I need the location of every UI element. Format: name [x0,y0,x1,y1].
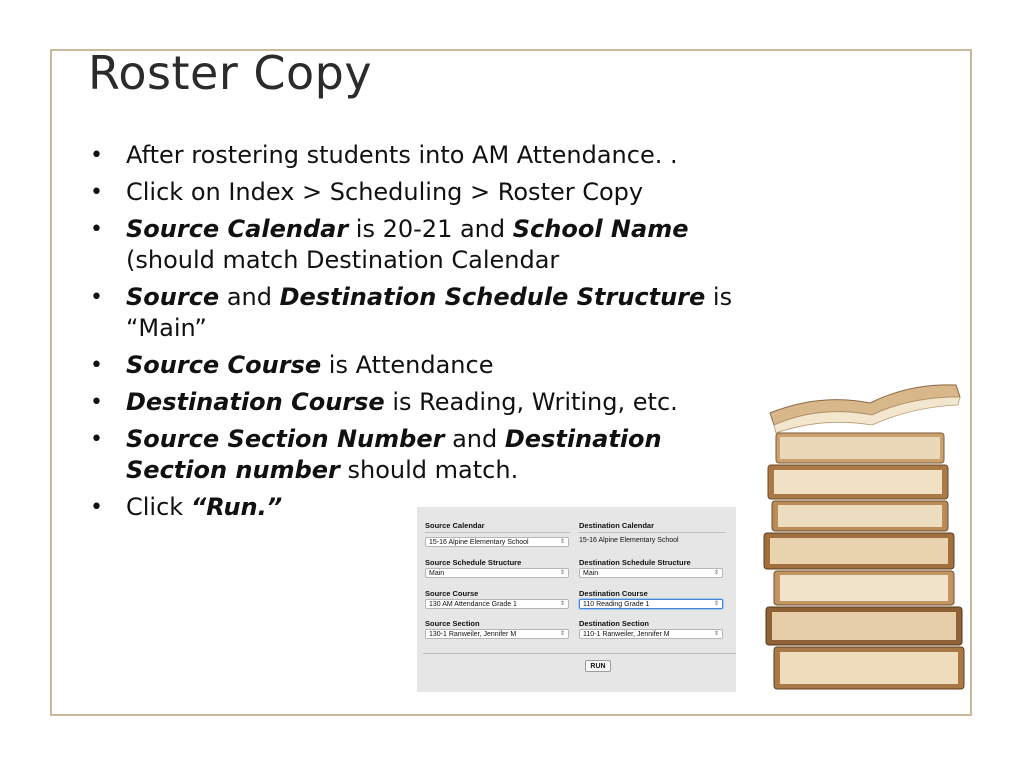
slide-title: Roster Copy [88,46,373,100]
source-calendar-label: Source Calendar [425,521,485,530]
destination-section-select[interactable] [579,629,723,639]
destination-course-label: Destination Course [579,589,648,598]
source-section-label: Source Section [425,619,480,628]
source-section-select[interactable] [425,629,569,639]
bullet-text: is “Main” [126,283,733,342]
bullet-item [90,214,750,276]
dropdown-arrow-icon: ⇕ [559,570,565,576]
book-stack-image [760,375,972,705]
bullet-text: Click on Index > Scheduling > Roster Copy [126,178,644,206]
dropdown-arrow-icon: ⇕ [713,570,719,576]
book-icon [770,385,960,433]
destination-calendar-label: Destination Calendar [579,521,655,530]
select-value: 130 AM Attendance Grade 1 [429,601,517,608]
divider [423,653,736,654]
source-structure-label: Source Schedule Structure [425,558,522,567]
destination-calendar-value: 15-16 Alpine Elementary School [579,537,679,544]
bullet-text: and [219,283,280,311]
dropdown-arrow-icon: ⇕ [559,539,565,545]
book-icon [774,571,954,605]
bullet-item [90,424,750,486]
book-icon [764,533,954,569]
divider [579,532,725,533]
destination-course-select[interactable] [579,599,723,609]
select-value: 130-1 Ranweiler, Jennifer M [429,631,517,638]
bullet-item [90,350,750,381]
bullet-text: Click [126,493,191,521]
dropdown-arrow-icon: ⇕ [559,631,565,637]
bullet-list [90,140,750,529]
select-value: Main [429,570,445,577]
bullet-text: After rostering students into AM Attendance. . [126,141,678,169]
source-structure-select[interactable] [425,568,569,578]
book-icon [768,465,948,499]
source-course-select[interactable] [425,599,569,609]
roster-copy-form-screenshot [417,507,736,692]
book-icon [774,647,964,689]
book-icon [772,501,948,531]
destination-section-label: Destination Section [579,619,650,628]
book-icon [766,607,962,645]
bullet-emphasis: School Name [512,215,689,243]
bullet-text: should match. [339,456,519,484]
bullet-text: is Reading, Writing, etc. [384,388,678,416]
bullet-text: is Attendance [321,351,494,379]
bullet-emphasis: Source Course [126,351,322,379]
select-value: 110-1 Ranweiler, Jennifer M [583,631,670,638]
bullet-item [90,387,750,418]
select-value: Main [583,570,599,577]
bullet-item [90,177,750,208]
divider [425,532,570,533]
bullet-item [90,282,750,344]
destination-structure-select[interactable] [579,568,723,578]
bullet-text: is 20-21 and [348,215,513,243]
dropdown-arrow-icon: ⇕ [713,631,719,637]
source-course-label: Source Course [425,589,479,598]
select-value: 15-16 Alpine Elementary School [429,539,529,546]
destination-structure-label: Destination Schedule Structure [579,558,691,567]
bullet-emphasis: Source Section Number [126,425,445,453]
dropdown-arrow-icon: ⇕ [559,601,565,607]
run-button[interactable]: RUN [585,660,611,672]
book-icon [776,433,944,463]
bullet-emphasis: Destination Section number [126,425,662,484]
bullet-emphasis: Source [126,283,220,311]
bullet-item [90,140,750,171]
bullet-emphasis: Destination Course [126,388,385,416]
bullet-text: (should match Destination Calendar [126,246,560,274]
source-calendar-select[interactable] [425,537,569,547]
select-value: 110 Reading Grade 1 [583,601,650,608]
bullet-text: and [444,425,505,453]
bullet-emphasis: “Run.” [190,493,283,521]
bullet-emphasis: Source Calendar [126,215,349,243]
dropdown-arrow-icon: ⇕ [713,601,719,607]
bullet-emphasis: Destination Schedule Structure [279,283,706,311]
